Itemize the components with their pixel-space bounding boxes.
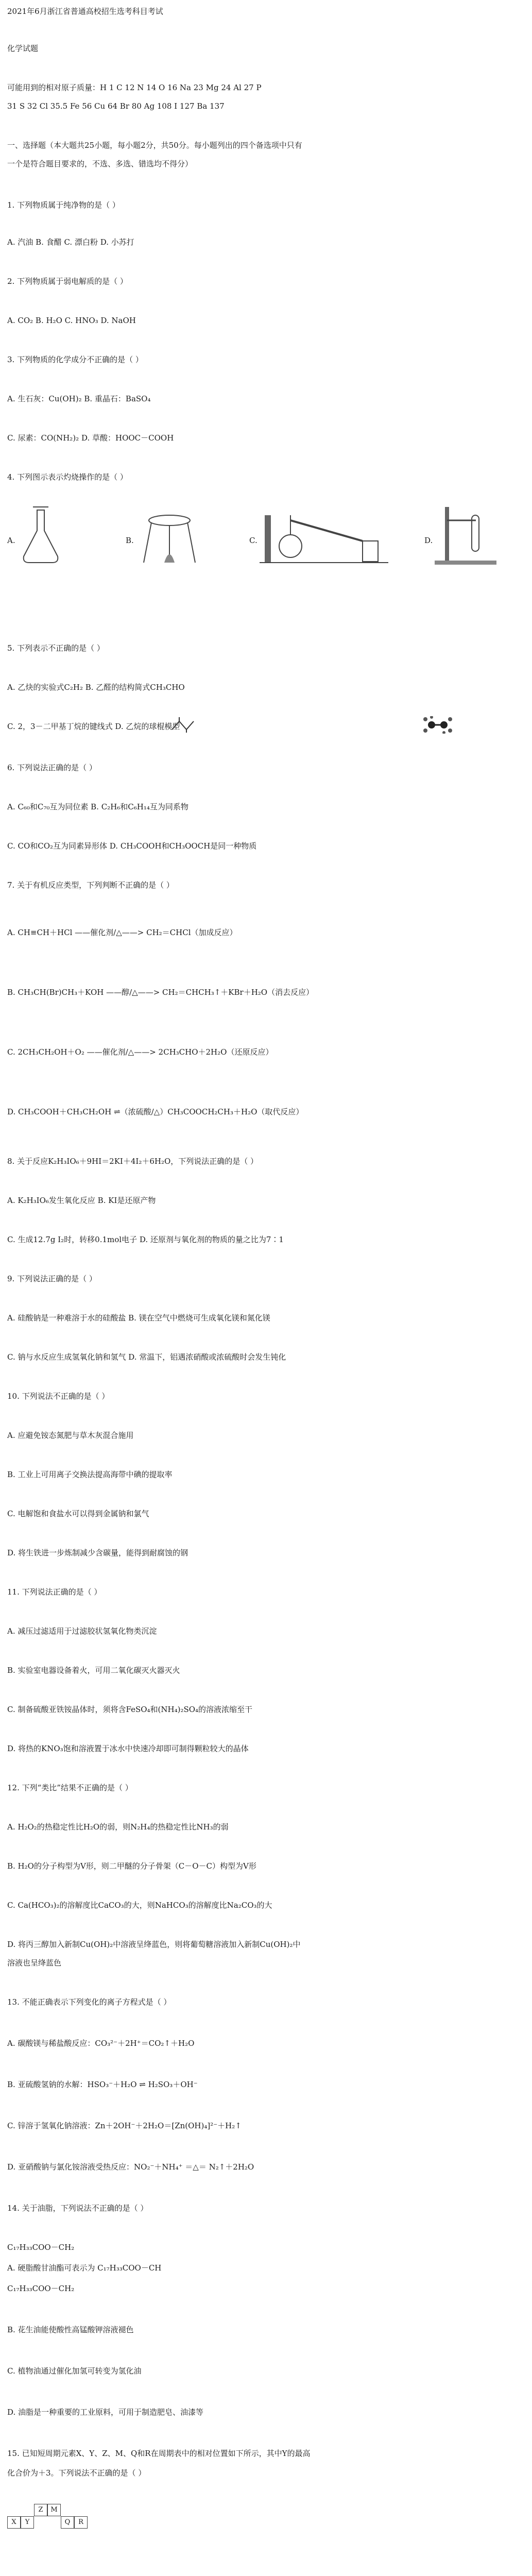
q5-options-ab: A. 乙炔的实验式C₂H₂ B. 乙醛的结构简式CH₃CHO: [7, 683, 185, 692]
q13: 13. 不能正确表示下列变化的离子方程式是（ ）: [7, 1997, 171, 2007]
q15-element-table: [7, 2504, 121, 2555]
distillation-apparatus-icon: [260, 505, 393, 567]
q7-d: D. CH₃COOH＋CH₃CH₂OH ⇌（浓硫酸/△）CH₃COOCH₂CH₃＋H₂O（取代反应）: [7, 1107, 304, 1116]
q9: 9. 下列说法正确的是（ ）: [7, 1274, 97, 1283]
q14-a-f2: A. 硬脂酸甘油酯可表示为 C₁₇H₃₃COO－CH: [7, 2263, 162, 2273]
q11-b: B. 实验室电器设备着火，可用二氧化碳灭火器灭火: [7, 1666, 180, 1675]
q7-a: A. CH≡CH＋HCl ——催化剂/△——> CH₂＝CHCl（加成反应）: [7, 928, 237, 937]
skeletal-formula-icon: [170, 717, 201, 733]
section-1-intro-1: 一、选择题（本大题共25小题，每小题2分，共50分。每小题列出的四个备选项中只有: [7, 141, 302, 150]
q6-options-ab: A. C₆₀和C₇₀互为同位素 B. C₂H₆和C₆H₁₄互为同系物: [7, 802, 188, 811]
q12-b: B. H₂O的分子构型为V形，则二甲醚的分子骨架（C－O－C）构型为V形: [7, 1861, 256, 1871]
q4: 4. 下列图示表示灼烧操作的是（ ）: [7, 472, 128, 482]
q7: 7. 关于有机反应类型，下列判断不正确的是（ ）: [7, 880, 174, 890]
table-cell-q: Q: [61, 2516, 74, 2529]
q4-label-a: A.: [7, 536, 15, 545]
q15-1: 15. 已知短周期元素X、Y、Z、M、Q和R在周期表中的相对位置如下所示，其中Y的最高: [7, 2449, 311, 2458]
q14-c: C. 植物油通过催化加氢可转变为氢化油: [7, 2366, 142, 2376]
atomic-mass-1: 可能用到的相对原子质量：H 1 C 12 N 14 O 16 Na 23 Mg 24 Al 27 P: [7, 83, 262, 92]
q14-a-f1: C₁₇H₃₃COO－CH₂: [7, 2243, 75, 2252]
table-cell-r: R: [74, 2516, 88, 2529]
q12-a: A. H₂O₂的热稳定性比H₂O的弱，则N₂H₄的热稳定性比NH₃的弱: [7, 1822, 229, 1832]
q7-b: B. CH₃CH(Br)CH₃＋KOH ——醇/△——> CH₂＝CHCH₃↑＋KBr＋H₂O（消去反应）: [7, 988, 314, 997]
q13-b: B. 亚硫酸氢钠的水解：HSO₃⁻＋H₂O ⇌ H₂SO₃＋OH⁻: [7, 2080, 198, 2089]
table-cell-x: X: [7, 2516, 21, 2529]
q12: 12. 下列“类比”结果不正确的是（ ）: [7, 1783, 133, 1792]
q14-d: D. 油脂是一种重要的工业原料，可用于制造肥皂、油漆等: [7, 2408, 204, 2417]
q1: 1. 下列物质属于纯净物的是（ ）: [7, 200, 120, 210]
q10-c: C. 电解饱和食盐水可以得到金属钠和氯气: [7, 1509, 149, 1518]
flask-icon: [18, 505, 64, 567]
q12-d1: D. 将丙三醇加入新制Cu(OH)₂中溶液呈绛蓝色，则将葡萄糖溶液加入新制Cu(OH)₂中: [7, 1940, 301, 1949]
q4-label-c: C.: [249, 536, 258, 545]
q13-c: C. 锌溶于氢氧化钠溶液：Zn＋2OH⁻＋2H₂O＝[Zn(OH)₄]²⁻＋H₂↑: [7, 2121, 242, 2130]
q8: 8. 关于反应K₂H₃IO₆＋9HI＝2KI＋4I₂＋6H₂O，下列说法正确的是（ ）: [7, 1157, 259, 1166]
q14: 14. 关于油脂，下列说法不正确的是（ ）: [7, 2204, 148, 2213]
q9-options-cd: C. 钠与水反应生成氢氧化钠和氢气 D. 常温下，铝遇浓硝酸或浓硫酸时会发生钝化: [7, 1352, 286, 1362]
q7-c: C. 2CH₃CH₂OH＋O₂ ——催化剂/△——> 2CH₃CHO＋2H₂O（还原反应）: [7, 1047, 273, 1057]
q14-b: B. 花生油能使酸性高锰酸钾溶液褪色: [7, 2325, 134, 2334]
q4-label-b: B.: [126, 536, 134, 545]
q4-label-d: D.: [424, 536, 433, 545]
tripod-icon: [136, 505, 203, 567]
q3-options-cd: C. 尿素：CO(NH₂)₂ D. 草酸：HOOC－COOH: [7, 433, 174, 443]
q9-options-ab: A. 硅酸钠是一种难溶于水的硅酸盐 B. 镁在空气中燃烧可生成氧化镁和氮化镁: [7, 1313, 270, 1323]
ball-and-stick-model-icon: [422, 716, 453, 734]
q10-d: D. 将生铁进一步炼制减少含碳量，能得到耐腐蚀的钢: [7, 1548, 188, 1557]
q10: 10. 下列说法不正确的是（ ）: [7, 1392, 110, 1401]
q4-figures: [7, 505, 525, 567]
table-cell-y: Y: [21, 2516, 34, 2529]
q6: 6. 下列说法正确的是（ ）: [7, 763, 97, 772]
q5: 5. 下列表示不正确的是（ ）: [7, 643, 105, 653]
q11-d: D. 将热的KNO₃饱和溶液置于冰水中快速冷却即可制得颗粒较大的晶体: [7, 1744, 249, 1753]
q10-b: B. 工业上可用离子交换法提高海带中碘的提取率: [7, 1470, 173, 1479]
table-cell-z: Z: [34, 2504, 47, 2516]
q11-a: A. 减压过滤适用于过滤胶状氢氧化物类沉淀: [7, 1626, 157, 1636]
atomic-mass-2: 31 S 32 Cl 35.5 Fe 56 Cu 64 Br 80 Ag 108 I 127 Ba 137: [7, 101, 225, 111]
section-1-intro-2: 一个是符合题目要求的，不选、多选、错选均不得分）: [7, 159, 193, 168]
q1-options: A. 汽油 B. 食醋 C. 漂白粉 D. 小苏打: [7, 238, 134, 247]
q5-options-cd: C. 2，3－二甲基丁烷的键线式 D. 乙烷的球棍模型: [7, 722, 180, 731]
q12-c: C. Ca(HCO₃)₂的溶解度比CaCO₃的大，则NaHCO₃的溶解度比Na₂CO₃的大: [7, 1901, 272, 1910]
q3-options-ab: A. 生石灰：Cu(OH)₂ B. 重晶石：BaSO₄: [7, 394, 151, 403]
q15-2: 化合价为＋3。下列说法不正确的是（ ）: [7, 2468, 146, 2478]
q13-a: A. 碳酸镁与稀盐酸反应：CO₃²⁻＋2H⁺＝CO₂↑＋H₂O: [7, 2039, 195, 2048]
q13-d: D. 亚硝酸钠与氯化铵溶液受热反应：NO₂⁻＋NH₄⁺ ＝△＝ N₂↑＋2H₂O: [7, 2162, 254, 2172]
q8-options-ab: A. K₂H₃IO₆发生氧化反应 B. KI是还原产物: [7, 1196, 156, 1205]
q6-options-cd: C. CO和CO₂互为同素异形体 D. CH₃COOH和CH₃OOCH是同一种物质: [7, 841, 257, 851]
subject: 化学试题: [7, 44, 39, 53]
q11: 11. 下列说法正确的是（ ）: [7, 1587, 102, 1597]
q3: 3. 下列物质的化学成分不正确的是（ ）: [7, 355, 143, 364]
stand-and-tube-icon: [435, 505, 507, 567]
q2: 2. 下列物质属于弱电解质的是（ ）: [7, 277, 128, 286]
q2-options: A. CO₂ B. H₂O C. HNO₃ D. NaOH: [7, 316, 136, 325]
q12-d2: 溶液也呈绛蓝色: [7, 1958, 62, 1968]
q8-options-cd: C. 生成12.7g I₂时，转移0.1mol电子 D. 还原剂与氧化剂的物质的量之比为7∶1: [7, 1235, 284, 1244]
q14-a-f3: C₁₇H₃₃COO－CH₂: [7, 2284, 75, 2293]
q10-a: A. 应避免铵态氮肥与草木灰混合施用: [7, 1431, 134, 1440]
q11-c: C. 制备硫酸亚铁铵晶体时，须将含FeSO₄和(NH₄)₂SO₄的溶液浓缩至干: [7, 1705, 253, 1714]
exam-title: 2021年6月浙江省普通高校招生选考科目考试: [7, 7, 163, 16]
table-cell-m: M: [47, 2504, 61, 2516]
